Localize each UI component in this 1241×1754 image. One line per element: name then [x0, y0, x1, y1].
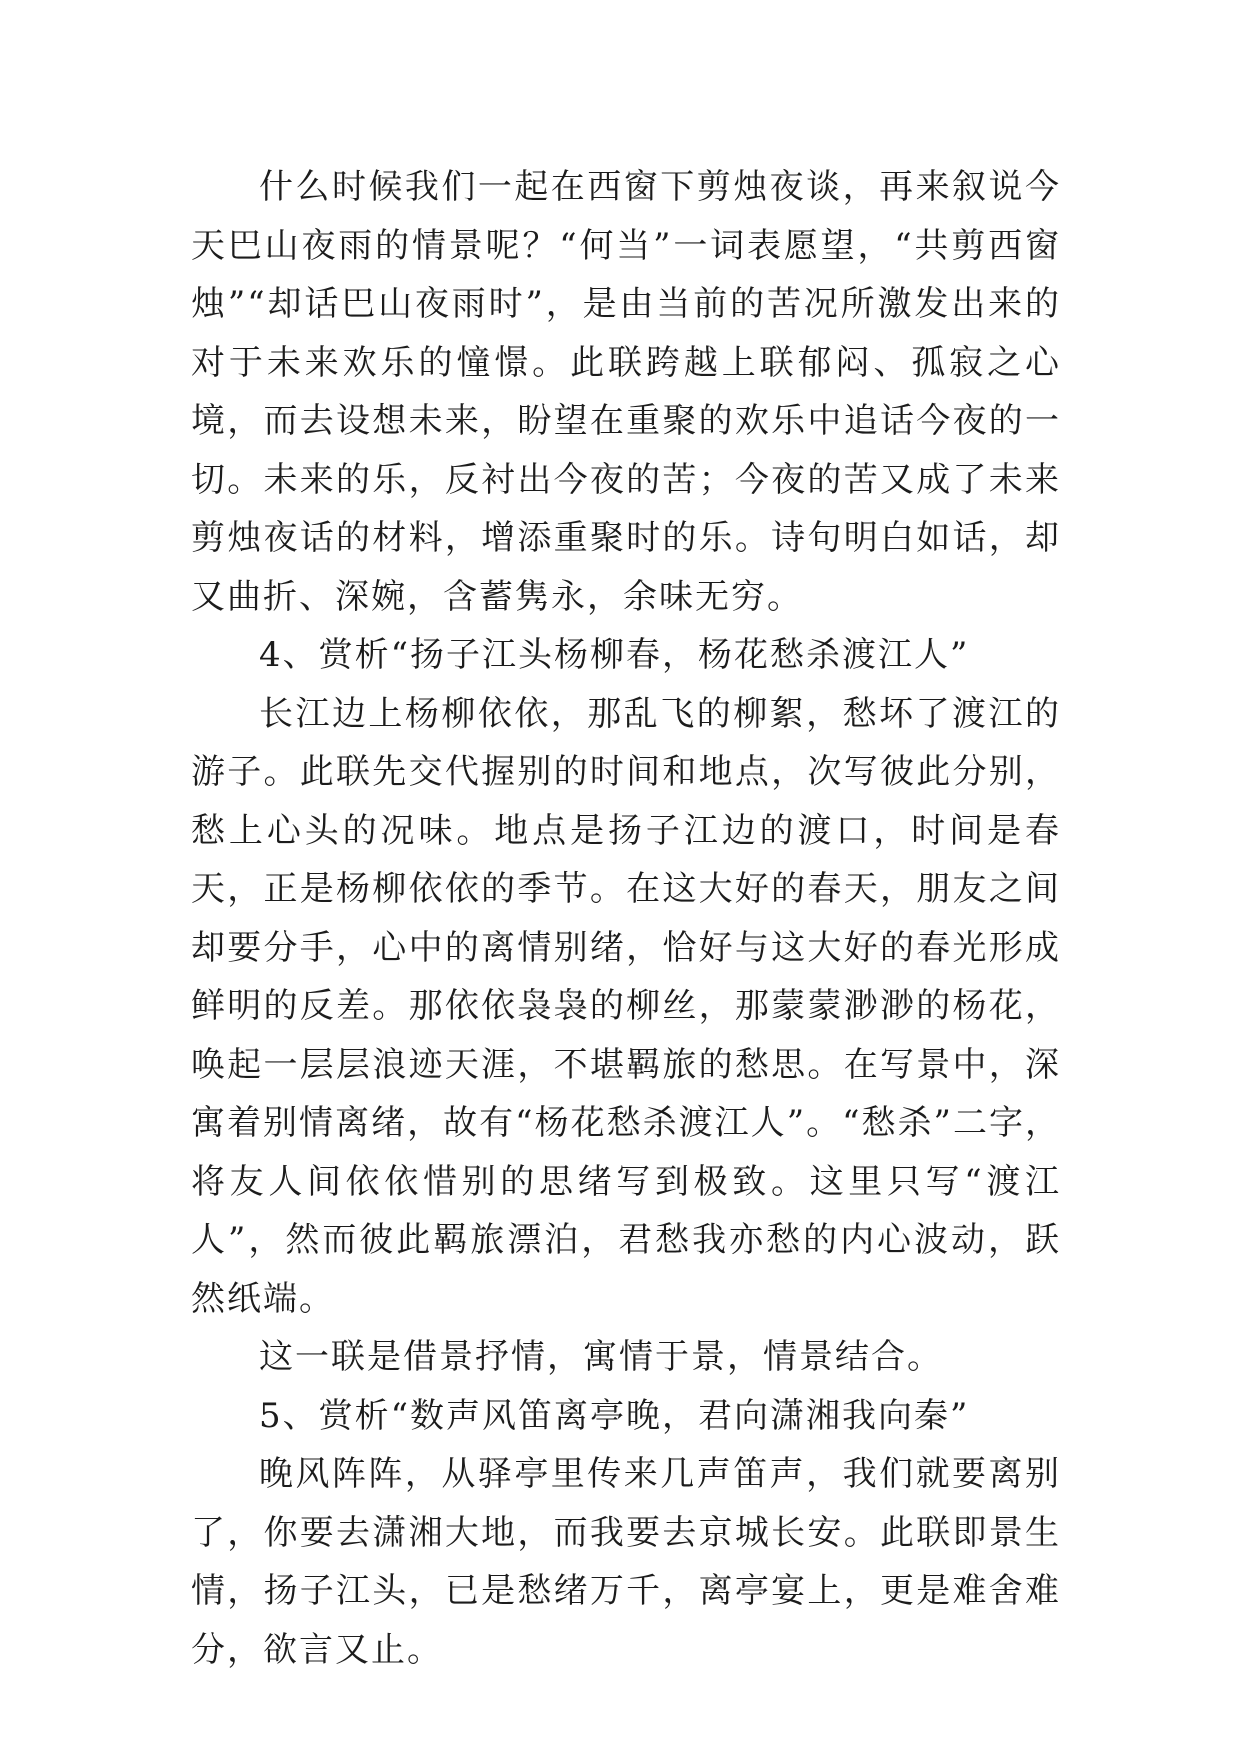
document-body: [191, 158, 1061, 1679]
paragraph-farewell-analysis: 晚风阵阵，从驿亭里传来几声笛声，我们就要离别了，你要去潇湘大地，而我要去京城长安。此联即景生情，扬子江头，已是愁绪万千，离亭宴上，更是难舍难分，欲言又止。: [191, 1454, 1061, 1670]
section-heading-4: 4、赏析“扬子江头杨柳春，杨花愁杀渡江人”: [259, 635, 970, 675]
section-heading-5: 5、赏析“数声风笛离亭晚，君向潇湘我向秦”: [259, 1395, 970, 1436]
paragraph-summary: 这一联是借景抒情，寓情于景，情景结合。: [259, 1337, 943, 1377]
paragraph-yangzi-analysis: 长江边上杨柳依依，那乱飞的柳絮，愁坏了渡江的游子。此联先交代握别的时间和地点，次写彼此分别，愁上心头的况味。地点是扬子江边的渡口，时间是春天，正是杨柳依依的季节。在这大好的春天，朋友之间却要分手，心中的离情别绪，恰好与这大好的春光形成鲜明的反差。那依依袅袅的柳丝，那蒙蒙渺渺的杨花，唤起一层层浪迹天涯，不堪羁旅的愁思。在写景中，深寓着别情离绪，故有“杨花愁杀渡江人”。“愁杀”二字，将友人间依依惜别的思绪写到极致。这里只写“渡江人”，然而彼此羁旅漂泊，君愁我亦愁的内心波动，跃然纸端。: [191, 693, 1061, 1319]
paragraph-poem-analysis: 什么时候我们一起在西窗下剪烛夜谈，再来叙说今天巴山夜雨的情景呢？“何当”一词表愿望，“共剪西窗烛”“却话巴山夜雨时”，是由当前的苦况所激发出来的对于未来欢乐的憧憬。此联跨越上联郁闷、孤寂之心境，而去设想未来，盼望在重聚的欢乐中追话今夜的一切。未来的乐，反衬出今夜的苦；今夜的苦又成了未来剪烛夜话的材料，增添重聚时的乐。诗句明白如话，却又曲折、深婉，含蓄隽永，余味无穷。: [191, 167, 1061, 617]
